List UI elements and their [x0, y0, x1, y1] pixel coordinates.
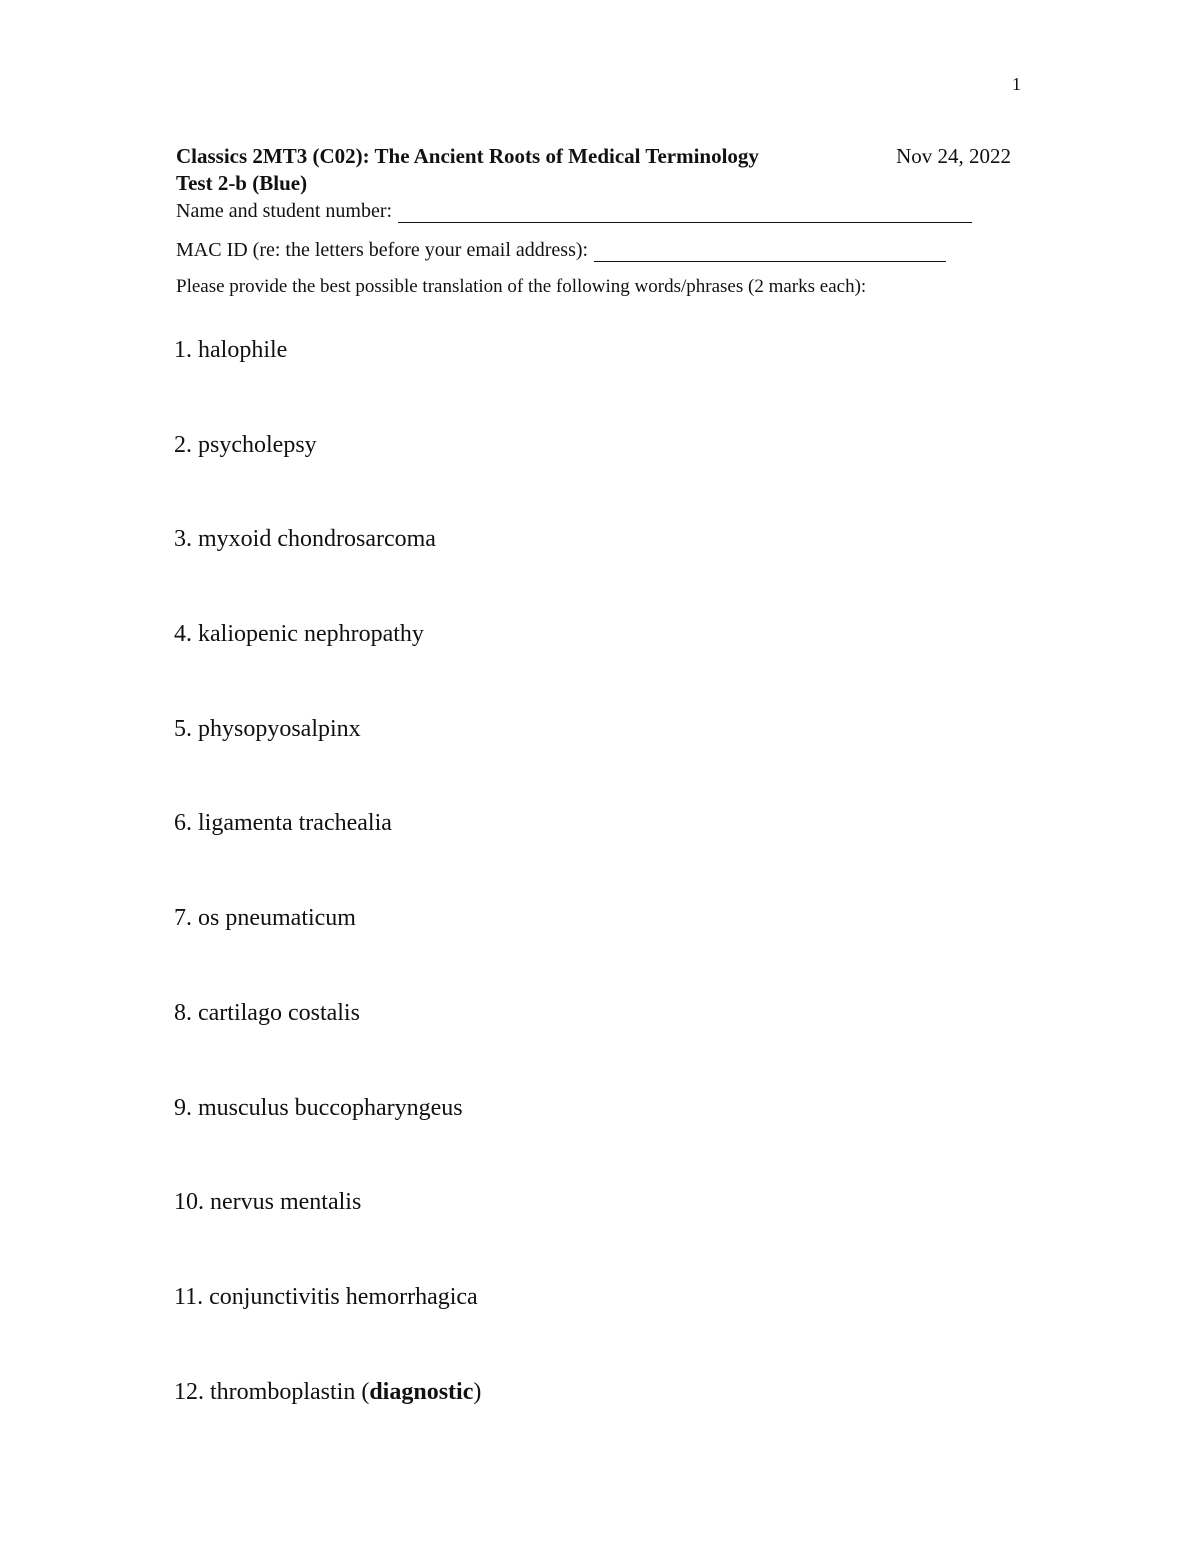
question-item [174, 333, 481, 428]
test-header [176, 144, 1026, 298]
question-item [174, 712, 481, 807]
question-item [174, 428, 481, 523]
macid-blank-line[interactable] [594, 241, 946, 262]
question-number: 6. [174, 810, 192, 837]
page-number: 1 [1012, 74, 1021, 94]
question-item [174, 996, 481, 1091]
instruction: Please provide the best possible translation of the following words/phrases (2 marks each): [176, 276, 867, 297]
question-item [174, 901, 481, 996]
macid-label: MAC ID (re: the letters before your email address): [176, 239, 589, 261]
question-item [174, 617, 481, 712]
question-number: 4. [174, 621, 192, 648]
question-term: physopyosalpinx [198, 715, 361, 742]
question-term: ligamenta trachealia [198, 810, 392, 837]
question-item [174, 522, 481, 617]
question-item [174, 1375, 481, 1470]
question-term: myxoid chondrosarcoma [198, 526, 436, 553]
question-term: kaliopenic nephropathy [198, 621, 424, 648]
question-number: 8. [174, 999, 192, 1026]
question-term: musculus buccopharyngeus [198, 1094, 463, 1121]
question-term: thromboplastin [210, 1378, 356, 1405]
question-number: 12. [174, 1378, 204, 1405]
course-title: Classics 2MT3 (C02): The Ancient Roots of Medical Terminology [176, 144, 759, 168]
question-item [174, 1280, 481, 1375]
name-field-row [176, 200, 1026, 223]
title-row [176, 144, 1011, 169]
question-term: nervus mentalis [210, 1189, 362, 1216]
qualifier-word: diagnostic [369, 1378, 474, 1405]
name-blank-line[interactable] [398, 202, 972, 223]
test-date: Nov 24, 2022 [896, 144, 1011, 168]
question-item [174, 1185, 481, 1280]
question-number: 10. [174, 1189, 204, 1216]
question-number: 1. [174, 337, 192, 363]
macid-field-row [176, 239, 1026, 262]
question-number: 5. [174, 715, 192, 742]
question-list [174, 333, 481, 1469]
qualifier-close-paren: ) [473, 1378, 482, 1405]
question-term: conjunctivitis hemorrhagica [209, 1283, 478, 1310]
question-number: 2. [174, 431, 192, 458]
question-term: os pneumaticum [198, 905, 356, 932]
question-item [174, 806, 481, 901]
question-number: 9. [174, 1094, 192, 1121]
question-term: cartilago costalis [198, 999, 360, 1026]
test-label: Test 2-b (Blue) [176, 171, 308, 195]
question-number: 3. [174, 526, 192, 553]
qualifier-open-paren: ( [361, 1378, 370, 1405]
question-number: 11. [174, 1283, 204, 1310]
question-item [174, 1091, 481, 1186]
question-term: halophile [198, 337, 288, 363]
name-label: Name and student number: [176, 200, 393, 222]
question-number: 7. [174, 905, 192, 932]
question-term: psycholepsy [198, 431, 317, 458]
